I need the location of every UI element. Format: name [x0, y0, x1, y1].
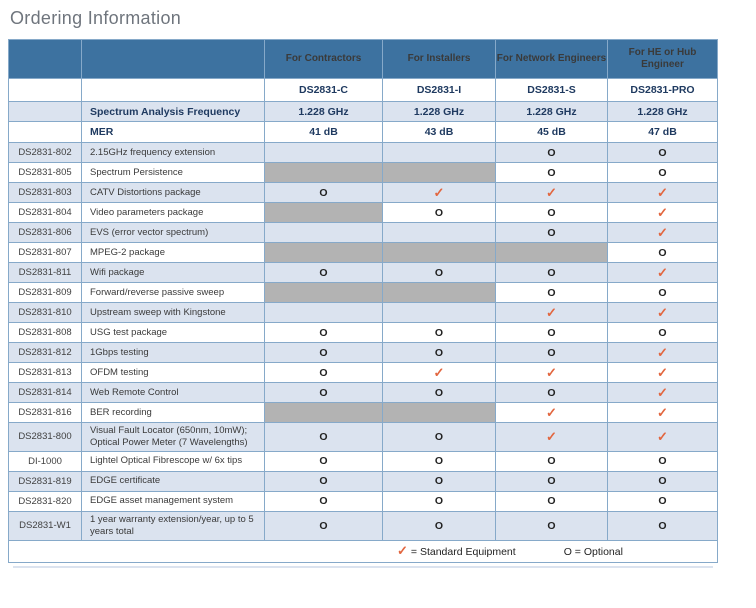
optional-cell: O [608, 243, 718, 263]
feature-description: Spectrum Persistence [82, 163, 265, 183]
not-available-cell [383, 403, 496, 423]
feature-row [8, 512, 718, 541]
optional-cell: O [496, 383, 608, 403]
feature-code: DS2831-820 [8, 492, 82, 512]
feature-description: 2.15GHz frequency extension [82, 143, 265, 163]
table-bottom-shadow [13, 566, 713, 568]
feature-description: OFDM testing [82, 363, 265, 383]
feature-code: DS2831-809 [8, 283, 82, 303]
feature-code: DS2831-808 [8, 323, 82, 343]
optional-cell: O [265, 452, 383, 472]
optional-cell: O [608, 512, 718, 541]
standard-check-icon: ✓ [608, 303, 718, 323]
feature-row [8, 163, 718, 183]
spec-value: 45 dB [496, 122, 608, 143]
optional-cell: O [496, 472, 608, 492]
standard-check-icon: ✓ [608, 423, 718, 452]
feature-row [8, 223, 718, 243]
feature-code: DS2831-803 [8, 183, 82, 203]
mer-row [8, 122, 718, 143]
feature-code: DS2831-816 [8, 403, 82, 423]
optional-cell: O [383, 323, 496, 343]
spec-value: 1.228 GHz [496, 102, 608, 122]
standard-check-icon: ✓ [608, 263, 718, 283]
model-name: DS2831-S [496, 79, 608, 102]
model-name: DS2831-PRO [608, 79, 718, 102]
optional-cell: O [608, 492, 718, 512]
optional-cell: O [265, 343, 383, 363]
optional-cell: O [265, 492, 383, 512]
feature-row [8, 203, 718, 223]
blank-cell [8, 79, 82, 102]
feature-description: Upstream sweep with Kingstone [82, 303, 265, 323]
optional-cell: O [265, 423, 383, 452]
not-available-cell [496, 243, 608, 263]
spec-label: Spectrum Analysis Frequency [82, 102, 265, 122]
feature-description: EDGE asset management system [82, 492, 265, 512]
model-row [8, 79, 718, 102]
feature-description: Visual Fault Locator (650nm, 10mW); Optical Power Meter (7 Wavelengths) [82, 423, 265, 452]
feature-row [8, 303, 718, 323]
feature-row [8, 243, 718, 263]
optional-cell: O [265, 183, 383, 203]
optional-cell: O [496, 343, 608, 363]
feature-row [8, 492, 718, 512]
feature-code: DI-1000 [8, 452, 82, 472]
feature-row [8, 343, 718, 363]
not-available-cell [383, 243, 496, 263]
spec-label: MER [82, 122, 265, 143]
standard-check-icon: ✓ [608, 183, 718, 203]
optional-cell: O [383, 383, 496, 403]
optional-cell: O [608, 283, 718, 303]
optional-cell: O [265, 323, 383, 343]
optional-cell: O [496, 452, 608, 472]
not-available-cell [265, 203, 383, 223]
header-for-installers: For Installers [383, 39, 496, 79]
blank-cell [8, 102, 82, 122]
feature-description: EVS (error vector spectrum) [82, 223, 265, 243]
standard-check-icon: ✓ [496, 403, 608, 423]
feature-row [8, 383, 718, 403]
header-for-network-engineers: For Network Engineers [496, 39, 608, 79]
spec-value: 47 dB [608, 122, 718, 143]
model-name: DS2831-I [383, 79, 496, 102]
optional-cell: O [265, 363, 383, 383]
optional-cell: O [608, 472, 718, 492]
standard-check-icon: ✓ [496, 303, 608, 323]
spec-value: 1.228 GHz [265, 102, 383, 122]
not-available-cell [265, 303, 383, 323]
feature-description: Forward/reverse passive sweep [82, 283, 265, 303]
feature-code: DS2831-807 [8, 243, 82, 263]
feature-code: DS2831-819 [8, 472, 82, 492]
feature-description: EDGE certificate [82, 472, 265, 492]
feature-row [8, 403, 718, 423]
feature-code: DS2831-810 [8, 303, 82, 323]
legend-row [8, 541, 718, 563]
optional-cell: O [383, 423, 496, 452]
feature-code: DS2831-800 [8, 423, 82, 452]
optional-cell: O [496, 323, 608, 343]
standard-check-icon: ✓ [397, 543, 408, 558]
optional-cell: O [496, 283, 608, 303]
optional-cell: O [496, 143, 608, 163]
page-title: Ordering Information [10, 8, 182, 28]
optional-cell: O [383, 452, 496, 472]
standard-check-icon: ✓ [383, 363, 496, 383]
feature-description: USG test package [82, 323, 265, 343]
optional-cell: O [265, 472, 383, 492]
feature-code: DS2831-W1 [8, 512, 82, 541]
optional-cell: O [608, 323, 718, 343]
not-available-cell [383, 143, 496, 163]
standard-check-icon: ✓ [608, 343, 718, 363]
header-for-contractors: For Contractors [265, 39, 383, 79]
header-for-he-or-hub-engineer: For HE or Hub Engineer [608, 39, 718, 79]
feature-row [8, 423, 718, 452]
not-available-cell [265, 243, 383, 263]
feature-code: DS2831-814 [8, 383, 82, 403]
optional-cell: O [608, 143, 718, 163]
feature-row [8, 363, 718, 383]
feature-row [8, 472, 718, 492]
legend-optional-label: O = Optional [563, 546, 623, 558]
feature-row [8, 143, 718, 163]
not-available-cell [265, 143, 383, 163]
standard-check-icon: ✓ [608, 403, 718, 423]
not-available-cell [265, 223, 383, 243]
not-available-cell [265, 163, 383, 183]
optional-cell: O [383, 263, 496, 283]
standard-check-icon: ✓ [608, 223, 718, 243]
optional-cell: O [383, 492, 496, 512]
feature-description: Web Remote Control [82, 383, 265, 403]
blank-cell [82, 79, 265, 102]
optional-cell: O [608, 452, 718, 472]
feature-code: DS2831-812 [8, 343, 82, 363]
optional-cell: O [383, 343, 496, 363]
header-description-cell [82, 39, 265, 79]
feature-row [8, 183, 718, 203]
optional-cell: O [265, 383, 383, 403]
standard-check-icon: ✓ [608, 363, 718, 383]
optional-cell: O [383, 472, 496, 492]
feature-row [8, 283, 718, 303]
blank-cell [8, 122, 82, 143]
feature-row [8, 263, 718, 283]
feature-code: DS2831-813 [8, 363, 82, 383]
feature-description: 1Gbps testing [82, 343, 265, 363]
standard-check-icon: ✓ [608, 383, 718, 403]
optional-cell: O [608, 163, 718, 183]
feature-row [8, 323, 718, 343]
standard-check-icon: ✓ [496, 363, 608, 383]
spec-value: 1.228 GHz [383, 102, 496, 122]
feature-code: DS2831-806 [8, 223, 82, 243]
standard-check-icon: ✓ [496, 423, 608, 452]
not-available-cell [383, 283, 496, 303]
spec-value: 43 dB [383, 122, 496, 143]
feature-description: CATV Distortions package [82, 183, 265, 203]
not-available-cell [383, 223, 496, 243]
optional-cell: O [496, 203, 608, 223]
legend [8, 541, 718, 563]
not-available-cell [383, 163, 496, 183]
feature-description: MPEG-2 package [82, 243, 265, 263]
feature-code: DS2831-811 [8, 263, 82, 283]
ordering-table [8, 39, 718, 563]
optional-cell: O [496, 492, 608, 512]
optional-cell: O [383, 203, 496, 223]
feature-row [8, 452, 718, 472]
not-available-cell [383, 303, 496, 323]
optional-cell: O [265, 512, 383, 541]
feature-code: DS2831-802 [8, 143, 82, 163]
optional-cell: O [496, 263, 608, 283]
feature-code: DS2831-804 [8, 203, 82, 223]
feature-description: Wifi package [82, 263, 265, 283]
spec-value: 1.228 GHz [608, 102, 718, 122]
not-available-cell [265, 283, 383, 303]
optional-cell: O [265, 263, 383, 283]
feature-description: 1 year warranty extension/year, up to 5 years total [82, 512, 265, 541]
standard-check-icon: ✓ [383, 183, 496, 203]
feature-description: Video parameters package [82, 203, 265, 223]
not-available-cell [265, 403, 383, 423]
optional-cell: O [496, 163, 608, 183]
spectrum-frequency-row [8, 102, 718, 122]
feature-code: DS2831-805 [8, 163, 82, 183]
model-name: DS2831-C [265, 79, 383, 102]
standard-check-icon: ✓ [608, 203, 718, 223]
header-code-cell [8, 39, 82, 79]
standard-check-icon: ✓ [496, 183, 608, 203]
legend-standard-label: = Standard Equipment [410, 546, 516, 558]
feature-description: Lightel Optical Fibrescope w/ 6x tips [82, 452, 265, 472]
feature-description: BER recording [82, 403, 265, 423]
optional-cell: O [383, 512, 496, 541]
audience-header-row [8, 39, 718, 79]
optional-cell: O [496, 512, 608, 541]
optional-cell: O [496, 223, 608, 243]
spec-value: 41 dB [265, 122, 383, 143]
